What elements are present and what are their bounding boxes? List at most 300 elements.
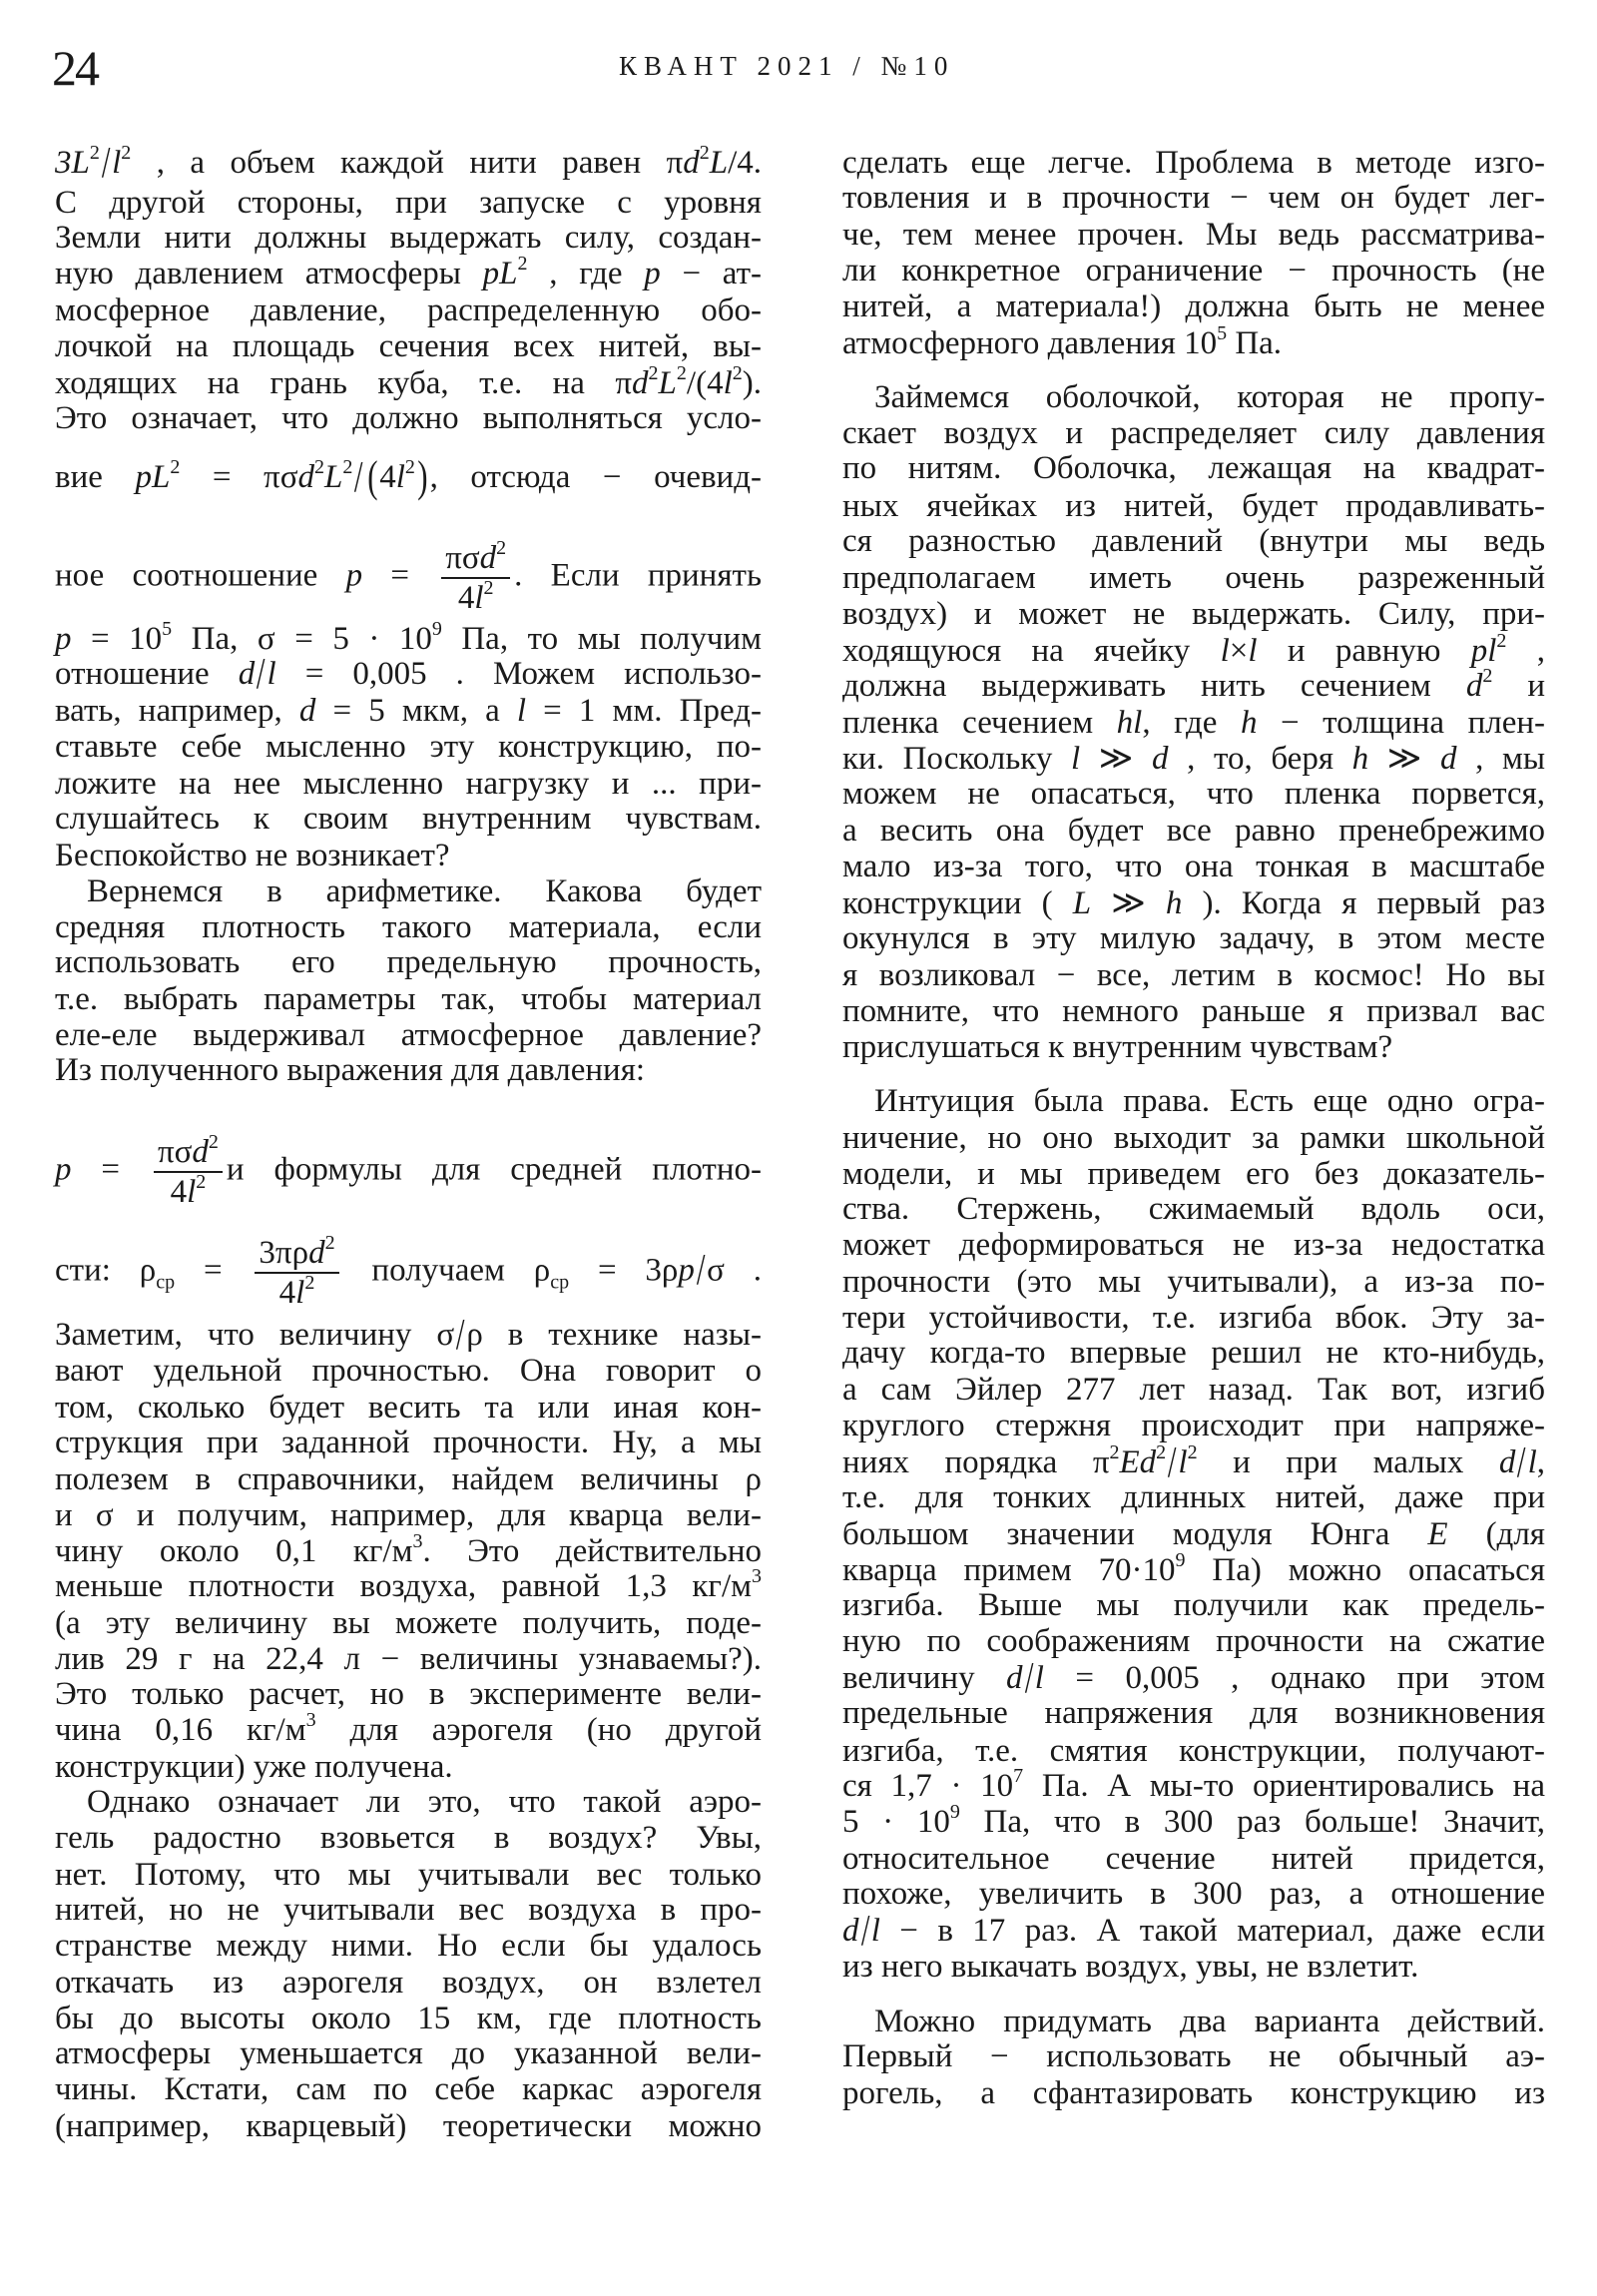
text-run: ложите на нее мысленно нагрузку и ... при-: [55, 765, 762, 802]
text-line: [842, 1839, 1545, 1879]
text-line: [55, 942, 762, 982]
text-line: [55, 183, 762, 223]
text-line: величину d/l = 0,005 , однако при этом: [842, 1652, 1545, 1702]
text-line: [55, 1710, 762, 1750]
text-run: воздух) и может не выдержать. Силу, при-: [842, 595, 1545, 632]
text-run: ную давлением атмосферы: [55, 255, 483, 291]
text-run: гель радостно взовьется в воздух? Увы,: [55, 1819, 762, 1856]
text-run: πσ: [445, 539, 480, 576]
text-line: d/l − в 17 раз. А такой материал, даже если: [842, 1906, 1545, 1956]
math-variable: d: [632, 364, 649, 401]
superscript: 2: [342, 456, 353, 479]
superscript: 2: [324, 1231, 335, 1254]
superscript: 2: [732, 361, 743, 384]
subscript: ср: [550, 1271, 570, 1294]
text-run: изгиба, т.е. смятия конструкции, получают-: [842, 1732, 1545, 1769]
text-line: [842, 2036, 1545, 2076]
text-run: Па.: [1227, 324, 1283, 361]
text-line: [842, 1225, 1545, 1265]
math-variable: l: [395, 459, 405, 496]
text-run: 4: [379, 459, 396, 496]
text-line: [842, 1081, 1545, 1121]
text-run: предполагаем иметь очень разреженный: [842, 560, 1545, 597]
text-run: ничение, но оно выходит за рамки школьной: [842, 1120, 1545, 1157]
text-run: = 0,005 . Можем использо-: [275, 656, 762, 693]
text-line: [55, 1890, 762, 1930]
text-run: сти: ρ: [55, 1252, 157, 1289]
text-line: [55, 799, 762, 839]
text-line: [55, 254, 762, 293]
text-line: [55, 1351, 762, 1391]
fraction: [255, 1231, 338, 1312]
text-run: Займемся оболочкой, которая не пропу-: [874, 379, 1545, 416]
text-run: т.е. для тонких длинных нитей, даже при: [842, 1479, 1545, 1516]
text-line: вие $pL^2 = \pi\sigma d^2L^2/(4l^2)$, отсюда − очевид-: [55, 452, 762, 502]
text-line: [55, 691, 762, 731]
superscript: 9: [431, 617, 442, 640]
text-line: [842, 1731, 1545, 1771]
text-run: С другой стороны, при запуске с уровня: [55, 184, 762, 221]
text-run: Из полученного выражения для давления:: [55, 1052, 646, 1089]
text-run: может деформироваться не из-за недостатка: [842, 1227, 1545, 1263]
text-line: [842, 2073, 1545, 2113]
text-line: [55, 1459, 762, 1499]
superscript: 2: [208, 1131, 219, 1154]
text-run: откачать из аэрогеля воздух, он взлетел: [55, 1965, 762, 2002]
text-run: я возликовал − все, летим в космос! Но вы: [842, 957, 1545, 994]
text-run: ≫: [1368, 740, 1440, 777]
text-line: [842, 774, 1545, 814]
text-run: = 0,005 , однако при этом: [1043, 1659, 1545, 1696]
text-run: должна выдерживать нить сечением: [842, 668, 1466, 705]
text-run: =: [362, 557, 438, 594]
text-run: большом значении модуля Юнга: [842, 1516, 1428, 1553]
text-run: атмосферного давления 10: [842, 324, 1218, 361]
fraction-denominator: [454, 576, 498, 617]
running-head: КВАНТ 2021 / №10: [619, 51, 955, 81]
fraction: [154, 1133, 223, 1211]
text-run: бы до высоты около 15 км, где плотность: [55, 2000, 762, 2036]
text-line: [842, 918, 1545, 958]
text-line: [55, 1015, 762, 1055]
text-run: конструкции) уже получена.: [55, 1748, 453, 1785]
text-run: ≫: [1080, 740, 1152, 777]
math-variable: d: [683, 144, 700, 181]
text-run: /4.: [728, 144, 762, 181]
superscript: 3: [305, 1708, 316, 1731]
text-line: [55, 1674, 762, 1714]
math-variable: d: [1006, 1659, 1023, 1696]
text-run: , мы: [1456, 740, 1545, 777]
math-variable: d: [308, 1234, 325, 1271]
text-line: [55, 619, 762, 659]
text-run: меньше плотности воздуха, равной 1,3 кг/м: [55, 1568, 752, 1605]
text-run: Па. А мы-то ориентировались на: [1023, 1768, 1545, 1805]
superscript: 3: [752, 1565, 762, 1588]
text-run: ных ячейках из нитей, будет продавливать-: [842, 487, 1545, 524]
text-run: относительное сечение нитей придется,: [842, 1840, 1545, 1877]
text-line: [842, 1585, 1545, 1625]
text-line: [55, 979, 762, 1019]
text-run: Па, σ = 5 · 10: [172, 620, 432, 657]
math-variable: l: [1034, 1659, 1044, 1696]
text-line: [55, 1747, 762, 1787]
text-run: отношение: [55, 656, 239, 693]
math-variable: l: [1248, 632, 1258, 669]
math-variable: L: [709, 144, 729, 181]
text-run: лив 29 г на 22,4 л − величины узнаваемы?).: [55, 1640, 762, 1677]
text-run: Это только расчет, но в эксперименте вели-: [55, 1676, 762, 1713]
superscript: 9: [1175, 1548, 1186, 1571]
text-line: [842, 1802, 1545, 1842]
math-variable: l: [474, 579, 484, 616]
math-variable: 3L: [55, 144, 90, 181]
text-run: ≫: [1091, 884, 1166, 921]
text-run: ниях порядка π: [842, 1443, 1110, 1480]
math-variable: l: [1220, 632, 1230, 669]
text-line: [842, 703, 1545, 743]
math-variable: l: [1071, 740, 1081, 777]
superscript: 2: [196, 1171, 207, 1194]
text-run: товления и в прочности − чем он будет лег-: [842, 180, 1545, 217]
text-run: использовать его предельную прочность,: [55, 944, 762, 981]
text-line: [842, 1298, 1545, 1338]
text-run: = 5 мкм, а: [315, 693, 517, 730]
text-run: 4: [278, 1274, 296, 1311]
math-variable: d: [1465, 668, 1483, 705]
math-variable: d: [298, 693, 316, 730]
text-line: [842, 1693, 1545, 1733]
superscript: 9: [949, 1800, 960, 1823]
superscript: 2: [496, 536, 507, 559]
superscript: 2: [121, 141, 132, 164]
text-run: πσ: [157, 1134, 193, 1171]
fraction-numerator: [255, 1231, 338, 1274]
text-run: ки. Поскольку: [842, 740, 1071, 777]
text-run: для аэрогеля (но другой: [315, 1711, 762, 1748]
text-run: т.е. выбрать параметры так, чтобы материал: [55, 981, 762, 1018]
fraction-numerator: [441, 536, 510, 579]
text-run: Заметим, что величину σ: [55, 1317, 455, 1354]
page-number: 24: [52, 40, 98, 96]
text-line: [55, 2069, 762, 2109]
text-run: и σ и получим, например, для кварца вели-: [55, 1497, 762, 1534]
text-run: = πσ: [180, 459, 298, 496]
math-variable: l: [1527, 1443, 1537, 1480]
text-run: конструкции (: [842, 884, 1073, 921]
text-run: ставьте себе мысленно эту конструкцию, по-: [55, 728, 762, 765]
text-run: =: [175, 1252, 252, 1289]
text-line: [842, 287, 1545, 326]
superscript: 5: [1217, 321, 1228, 344]
text-line: [55, 363, 762, 403]
text-line: [842, 1370, 1545, 1410]
text-line: [842, 1947, 1545, 1987]
math-variable: d: [1151, 740, 1169, 777]
text-line: [55, 1531, 762, 1571]
math-variable: hl: [1116, 705, 1143, 742]
text-run: Па) можно опасаться: [1185, 1551, 1546, 1588]
math-variable: d: [1498, 1443, 1516, 1480]
text-line: сти: $\rho_{ср}$ = $\frac{3\pi\rho d^2}{4l^2}$ получаем $\rho_{ср} = 3\rho p/\sigma$ .: [55, 1231, 762, 1311]
text-line: [55, 1639, 762, 1679]
text-line: [842, 1406, 1545, 1445]
text-run: ρ в технике назы-: [466, 1317, 762, 1354]
text-run: Это означает, что должно выполняться усло-: [55, 400, 762, 437]
superscript: 2: [1156, 1440, 1167, 1463]
superscript: 5: [162, 617, 173, 640]
math-variable: p: [345, 557, 363, 594]
text-run: ,: [1536, 1443, 1545, 1480]
text-run: по нитям. Оболочка, лежащая на квадрат-: [842, 450, 1545, 487]
text-line: [55, 871, 762, 911]
text-run: сделать еще легче. Проблема в методе изго-: [842, 144, 1545, 181]
text-run: странстве между ними. Но если бы удалось: [55, 1927, 762, 1964]
math-variable: pl: [1470, 632, 1497, 669]
text-line: [842, 1550, 1545, 1590]
text-run: ).: [742, 364, 762, 401]
fraction-denominator: [275, 1271, 319, 1312]
text-line: [55, 1603, 762, 1643]
text-run: и равную: [1257, 632, 1471, 669]
text-line: [842, 811, 1545, 851]
superscript: 2: [314, 456, 324, 479]
text-line: [55, 2106, 762, 2146]
text-run: помните, что немного раньше я призвал вас: [842, 993, 1545, 1029]
text-line: [55, 727, 762, 767]
text-run: 4: [457, 579, 475, 616]
superscript: 2: [1482, 665, 1493, 688]
text-line: [842, 521, 1545, 561]
text-run: и при малых: [1197, 1443, 1499, 1480]
text-run: = 10: [71, 620, 163, 657]
text-run: мосферное давление, распределенную обо-: [55, 292, 762, 328]
math-variable: h: [1165, 884, 1183, 921]
text-line: [55, 326, 762, 366]
superscript: 2: [1109, 1440, 1120, 1463]
text-run: величину: [842, 1659, 1007, 1696]
text-run: че, тем менее прочен. Мы ведь рассматрива-: [842, 217, 1545, 254]
text-run: прислушаться к внутренним чувствам?: [842, 1028, 1393, 1065]
text-run: пленка сечением: [842, 705, 1117, 742]
text-run: полезем в справочники, найдем величины ρ: [55, 1461, 762, 1498]
text-line: [842, 1874, 1545, 1914]
text-line: [842, 323, 1545, 363]
text-line: [842, 486, 1545, 526]
text-run: круглого стержня происходит при напряже-: [842, 1407, 1545, 1443]
text-run: струкция при заданной прочности. Ну, а мы: [55, 1425, 762, 1461]
text-run: − в 17 раз. А такой материал, даже если: [879, 1913, 1545, 1950]
text-run: рогель, а сфантазировать конструкцию из: [842, 2075, 1545, 2112]
text-run: /(4: [686, 364, 724, 401]
text-run: , где: [527, 255, 645, 291]
text-run: = 1 мм. Пред-: [526, 693, 762, 730]
text-line: [842, 739, 1545, 779]
text-run: модели, и мы приведем его без доказатель-: [842, 1155, 1545, 1192]
text-run: кварца примем 70·10: [842, 1551, 1176, 1588]
superscript: 2: [517, 252, 528, 275]
text-line: [55, 536, 762, 616]
text-line: [55, 1495, 762, 1535]
text-line: [842, 1477, 1545, 1517]
superscript: 7: [1013, 1765, 1024, 1788]
text-line: [842, 1154, 1545, 1194]
text-run: изгиба. Выше мы получили как предель-: [842, 1587, 1545, 1624]
math-variable: d: [479, 539, 497, 576]
text-line: ниях порядка $\pi^2Ed^2/l^2$ и при малых d/l,: [842, 1436, 1545, 1486]
math-variable: E: [1427, 1516, 1448, 1553]
text-line: $3L^2/l^2$ , а объем каждой нити равен $\pi d^2L/4$.: [55, 137, 762, 187]
math-variable: l: [187, 1174, 197, 1211]
text-run: атмосферы уменьшается до указанной вели-: [55, 2035, 762, 2072]
math-variable: L: [1072, 884, 1092, 921]
text-run: мало из-за того, что она тонкая в масштабе: [842, 848, 1545, 884]
text-run: ходящих на грань куба, т.е. на π: [55, 364, 633, 401]
text-run: . Это действительно: [422, 1532, 762, 1569]
text-run: чина 0,16 кг/м: [55, 1711, 306, 1748]
text-line: [842, 143, 1545, 183]
text-run: лочкой на площадь сечения всех нитей, вы-: [55, 327, 762, 364]
superscript: 2: [170, 456, 181, 479]
fraction-denominator: [167, 1173, 211, 1211]
text-line: [842, 1621, 1545, 1661]
superscript: 2: [1496, 629, 1507, 652]
text-run: слушайтесь к своим внутренним чувствам.: [55, 801, 762, 838]
fraction: [441, 536, 510, 617]
text-run: скает воздух и распределяет силу давления: [842, 414, 1545, 451]
text-run: нитей, а материала!) должна быть не менее: [842, 287, 1545, 324]
text-line: [842, 1514, 1545, 1554]
text-line: [842, 178, 1545, 218]
text-run: чину около 0,1 кг/м: [55, 1532, 413, 1569]
text-run: (для: [1447, 1516, 1545, 1553]
text-run: вают удельной прочностью. Она говорит о: [55, 1352, 762, 1389]
text-run: , отсюда − очевид-: [429, 459, 762, 496]
text-run: 5 · 10: [842, 1803, 950, 1840]
text-run: Можно придумать два варианта действий.: [874, 2003, 1545, 2039]
text-line: [55, 290, 762, 330]
text-run: еле-еле выдерживал атмосферное давление?: [55, 1016, 762, 1053]
text-run: ся 1,7 · 10: [842, 1768, 1014, 1805]
text-run: Па, что в 300 раз больше! Значит,: [959, 1803, 1545, 1840]
text-run: Па, то мы получим: [441, 620, 762, 657]
text-run: − толщина плен-: [1257, 705, 1545, 742]
math-variable: p: [678, 1252, 695, 1289]
superscript: 2: [304, 1271, 315, 1294]
math-variable: l: [295, 1274, 305, 1311]
text-run: нитей, но не учитывали вес воздуха в про-: [55, 1892, 762, 1929]
text-run: Беспокойство не возникает?: [55, 838, 450, 874]
text-line: [842, 448, 1545, 488]
text-line: [55, 1131, 762, 1211]
text-run: σ .: [707, 1252, 762, 1289]
fraction-numerator: [154, 1133, 223, 1173]
text-run: получаем ρ: [342, 1252, 551, 1289]
text-run: , где: [1142, 705, 1241, 742]
text-run: ли конкретное ограничение − прочность (не: [842, 253, 1545, 289]
math-variable: pL: [135, 459, 171, 496]
text-line: [55, 1050, 762, 1090]
text-run: чины. Кстати, сам по себе каркас аэрогеля: [55, 2070, 762, 2107]
math-variable: h: [1240, 705, 1258, 742]
math-variable: l: [1178, 1443, 1188, 1480]
math-variable: h: [1351, 740, 1369, 777]
text-line: [842, 1189, 1545, 1229]
math-variable: p: [55, 1151, 72, 1188]
superscript: 2: [1187, 1440, 1198, 1463]
text-run: 4: [170, 1174, 188, 1211]
math-variable: p: [644, 255, 661, 291]
text-run: , то, беря: [1168, 740, 1352, 777]
superscript: 2: [483, 576, 494, 599]
text-line: [55, 1388, 762, 1428]
math-variable: L: [324, 459, 343, 496]
text-line: [55, 218, 762, 258]
text-run: дачу когда-то впервые решил не кто-нибудь,: [842, 1335, 1545, 1372]
text-run: а сам Эйлер 277 лет назад. Так вот, изгиб: [842, 1372, 1545, 1409]
math-variable: l: [266, 656, 276, 693]
math-variable: d: [192, 1134, 209, 1171]
text-run: ства. Стержень, сжимаемый вдоль оси,: [842, 1191, 1545, 1228]
text-line: [842, 251, 1545, 290]
text-run: вие: [55, 459, 136, 496]
math-variable: p: [55, 620, 72, 657]
text-run: тери устойчивости, т.е. изгиба вбок. Эту за-: [842, 1299, 1545, 1336]
text-run: = 3ρ: [569, 1252, 679, 1289]
text-run: ). Когда я первый раз: [1182, 884, 1545, 921]
text-line: [55, 1566, 762, 1606]
text-run: =: [71, 1151, 150, 1188]
text-run: ,: [1506, 632, 1545, 669]
text-line: [55, 1818, 762, 1858]
text-line: [55, 1855, 762, 1895]
math-variable: l: [723, 364, 733, 401]
text-line: [55, 836, 762, 875]
math-variable: d: [1439, 740, 1457, 777]
text-line: [842, 215, 1545, 255]
text-line: [55, 1782, 762, 1822]
text-run: ся разностью давлений (внутри мы ведь: [842, 523, 1545, 560]
superscript: 2: [89, 141, 100, 164]
subscript: ср: [156, 1271, 176, 1294]
text-run: Первый − использовать не обычный аэ-: [842, 2038, 1545, 2075]
text-line: [842, 1262, 1545, 1302]
text-run: Вернемся в арифметике. Какова будет: [87, 873, 762, 910]
text-line: [842, 594, 1545, 634]
text-run: Интуиция была права. Есть еще одно огра-: [874, 1083, 1545, 1120]
text-run: (а эту величину вы можете получить, поде-: [55, 1605, 762, 1642]
text-run: средняя плотность такого материала, если: [55, 908, 762, 945]
math-variable: pL: [482, 255, 518, 291]
text-run: . Если принять: [514, 557, 762, 594]
text-line: [55, 764, 762, 804]
math-variable: d: [297, 459, 314, 496]
text-line: [55, 1963, 762, 2003]
superscript: 2: [404, 456, 415, 479]
text-run: ×: [1229, 632, 1249, 669]
text-line: [842, 558, 1545, 598]
text-line: [842, 1333, 1545, 1373]
superscript: 3: [412, 1529, 423, 1552]
math-variable: d: [842, 1913, 859, 1950]
text-line: [842, 377, 1545, 417]
text-line: [55, 1423, 762, 1462]
text-line: [842, 666, 1545, 706]
text-line: [842, 1766, 1545, 1806]
text-line: [842, 955, 1545, 995]
superscript: 2: [699, 141, 710, 164]
math-variable: l: [870, 1913, 880, 1950]
